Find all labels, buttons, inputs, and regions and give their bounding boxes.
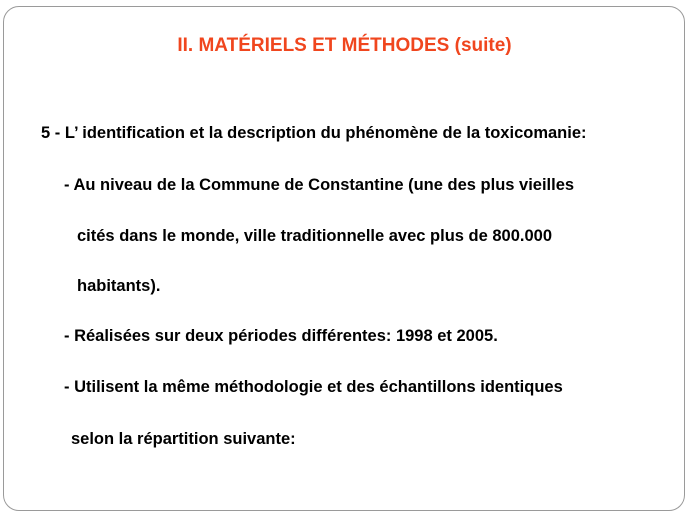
bullet-line-methodology-cont: selon la répartition suivante: <box>71 430 296 448</box>
bullet-line-location-end: habitants). <box>77 277 161 295</box>
bullet-line-location-cont: cités dans le monde, ville traditionnelle avec plus de 800.000 <box>77 227 553 245</box>
bullet-line-methodology: - Utilisent la même méthodologie et des échantillons identiques <box>64 378 563 396</box>
section-heading-line: 5 - L’ identification et la description du phénomène de la toxicomanie: <box>41 124 587 142</box>
bullet-line-periods: - Réalisées sur deux périodes différentes: 1998 et 2005. <box>64 327 498 345</box>
bullet-line-location: - Au niveau de la Commune de Constantine (une des plus vieilles <box>64 176 575 194</box>
slide-title: II. MATÉRIELS ET MÉTHODES (suite) <box>177 35 512 56</box>
